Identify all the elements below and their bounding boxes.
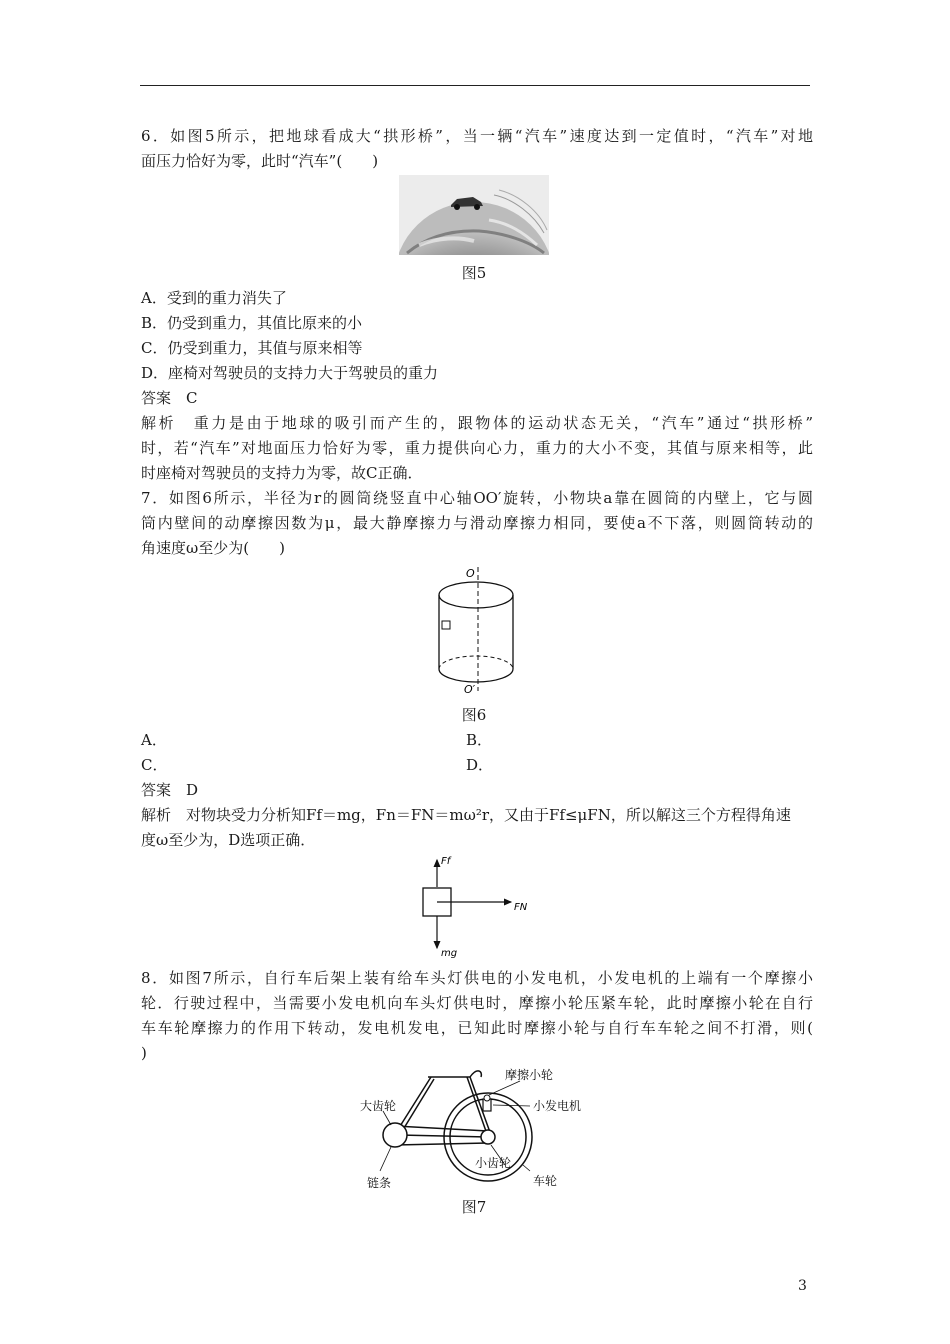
- question-7-stem: [141, 486, 813, 561]
- figure-5-caption: 图5: [461, 264, 487, 282]
- question-6-stem: [141, 124, 813, 174]
- text-line: 6．如图5所示，把地球看成大“拱形桥”，当一辆“汽车”速度达到一定值时，“汽车”对地: [141, 127, 813, 145]
- label-ff: Ff: [441, 856, 451, 867]
- question-7-options: [141, 728, 813, 853]
- text-line: 筒内壁间的动摩擦因数为μ，最大静摩擦力与滑动摩擦力相同，要使a不下落，则圆筒转动的: [141, 514, 813, 532]
- text-line: 面压力恰好为零，此时“汽车”( ): [141, 152, 379, 170]
- label-o: O: [466, 567, 475, 580]
- header-rule: [140, 85, 810, 86]
- small-gear-icon: [481, 1130, 495, 1144]
- option-d: D．座椅对驾驶员的支持力大于驾驶员的重力: [141, 364, 439, 382]
- text-line: 角速度ω至少为( ): [141, 539, 285, 557]
- text-line: 8．如图7所示，自行车后架上装有给车头灯供电的小发电机，小发电机的上端有一个摩擦小: [141, 969, 813, 987]
- text-line: ): [141, 1044, 147, 1062]
- figure-6-cylinder: [428, 563, 528, 698]
- option-c: C．: [141, 756, 168, 774]
- option-a: A．受到的重力消失了: [141, 289, 287, 307]
- question-8-stem: [141, 966, 813, 1066]
- figure-5-earth-car: [399, 175, 549, 255]
- answer: 答案 D: [141, 781, 199, 799]
- analysis-line: 解析 对物块受力分析知Ff＝mg，Fn＝FN＝mω²r，又由于Ff≤μFN，所以解这三个方程得角速: [141, 806, 791, 824]
- answer: 答案 C: [141, 389, 198, 407]
- label-wheel: 车轮: [533, 1174, 558, 1188]
- analysis-line: 度ω至少为，D选项正确．: [141, 831, 316, 849]
- label-big-gear: 大齿轮: [360, 1099, 397, 1113]
- label-fn: FN: [514, 902, 528, 913]
- force-diagram: [415, 852, 535, 960]
- friction-wheel-icon: [484, 1095, 490, 1101]
- label-o-prime: O′: [464, 683, 476, 696]
- label-small-gear: 小齿轮: [475, 1156, 512, 1170]
- page-number: 3: [798, 1278, 807, 1294]
- figure-7-caption: 图7: [461, 1198, 487, 1216]
- option-c: C．仍受到重力，其值与原来相等: [141, 339, 363, 357]
- label-generator: 小发电机: [533, 1099, 582, 1113]
- analysis-line: 时座椅对驾驶员的支持力为零，故C正确．: [141, 464, 423, 482]
- figure-7-bicycle: [355, 1065, 600, 1195]
- block-a-icon: [442, 621, 450, 629]
- label-chain: 链条: [367, 1176, 392, 1190]
- question-6-options: [141, 286, 813, 486]
- analysis-line: 解析 重力是由于地球的吸引而产生的，跟物体的运动状态无关，“汽车”通过“拱形桥”: [141, 414, 813, 432]
- label-friction-wheel: 摩擦小轮: [505, 1068, 554, 1082]
- option-a: A．: [141, 731, 167, 749]
- option-b: B．: [466, 731, 493, 749]
- option-b: B．仍受到重力，其值比原来的小: [141, 314, 363, 332]
- text-line: 车车轮摩擦力的作用下转动，发电机发电，已知此时摩擦小轮与自行车车轮之间不打滑，则(: [141, 1019, 813, 1037]
- label-mg: mg: [441, 948, 458, 959]
- text-line: 7．如图6所示，半径为r的圆筒绕竖直中心轴OO′旋转，小物块a靠在圆筒的内壁上，它与圆: [141, 489, 813, 507]
- analysis-line: 时，若“汽车”对地面压力恰好为零，重力提供向心力，重力的大小不变，其值与原来相等，此: [141, 439, 813, 457]
- figure-6-caption: 图6: [461, 706, 487, 724]
- text-line: 轮．行驶过程中，当需要小发电机向车头灯供电时，摩擦小轮压紧车轮，此时摩擦小轮在自行: [141, 994, 813, 1012]
- option-d: D．: [466, 756, 494, 774]
- big-gear-icon: [383, 1123, 407, 1147]
